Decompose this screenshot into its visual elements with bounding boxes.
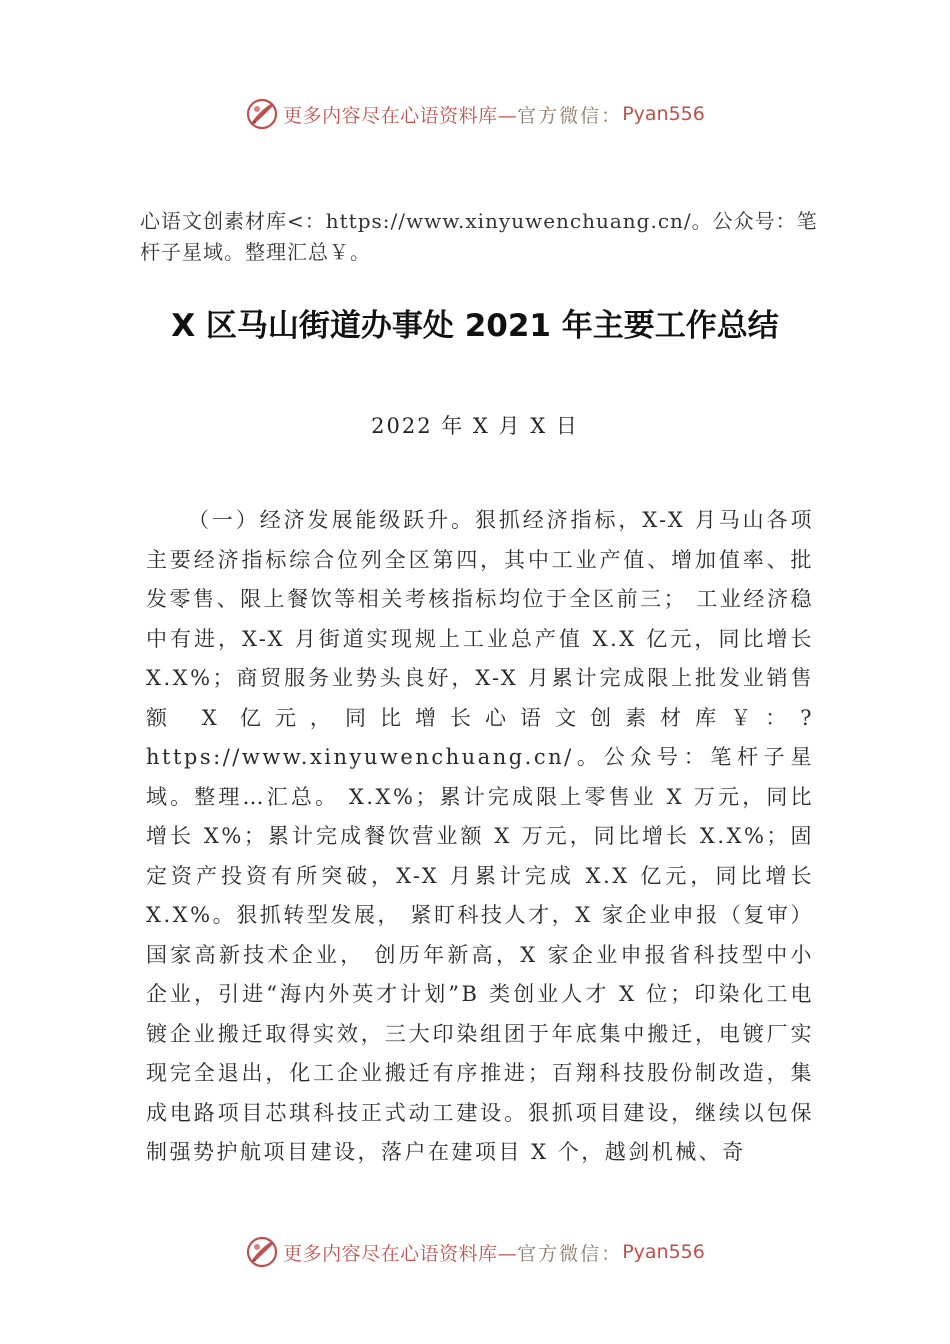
- brush-logo-icon: [245, 97, 279, 131]
- banner-wechat-id: Pyan556: [622, 103, 705, 125]
- source-note: 心语文创素材库<：https://www.xinyuwenchuang.cn/。公众号：笔杆子星域。整理汇总￥。: [140, 209, 818, 264]
- banner-wechat-label: 官方微信：: [517, 1242, 623, 1265]
- footer-banner: [0, 1232, 950, 1272]
- banner-wechat-id: Pyan556: [622, 1241, 705, 1263]
- header-banner: [0, 94, 950, 134]
- banner-wechat-label: 官方微信：: [517, 104, 623, 127]
- document-title: X 区马山街道办事处 2021 年主要工作总结: [171, 308, 779, 344]
- body-paragraph: （一）经济发展能级跃升。狠抓经济指标，X-X 月马山各项主要经济指标综合位列全区第四，其中工业产值、增加值率、批发零售、限上餐饮等相关考核指标均位于全区前三； 工业经济稳中有进，X-X 月街道实现规上工业总产值 X.X 亿元，同比增长 X.X%；商贸服务业势头良好，X-X 月累计完成限上批发业销售额 X 亿元，同比增长心语文创素材库￥：?https://www.xinyuwenchuang.cn/。公众号：笔杆子星域。整理…汇总。 X.X%；累计完成限上零售业 X 万元，同比增长 X%；累计完成餐饮营业额 X 万元，同比增长 X.X%；固定资产投资有所突破，X-X 月累计完成 X.X 亿元，同比增长 X.X%。狠抓转型发展， 紧盯科技人才，X 家企业申报（复审）国家高新技术企业， 创历年新高，X 家企业申报省科技型中小企业，引进“海内外英才计划”B 类创业人才 X 位；印染化工电镀企业搬迁取得实效，三大印染组团于年底集中搬迁，电镀厂实现完全退出，化工企业搬迁有序推进；百翔科技股份制改造，集成电路项目芯琪科技正式动工建设。狠抓项目建设，继续以包保制强势护航项目建设，落户在建项目 X 个，越剑机械、奇: [146, 508, 814, 1164]
- banner-slogan: 更多内容尽在心语资料库—: [283, 104, 518, 127]
- brush-logo-icon: [245, 1235, 279, 1269]
- document-date: 2022 年 X 月 X 日: [371, 414, 579, 438]
- banner-slogan: 更多内容尽在心语资料库—: [283, 1242, 518, 1265]
